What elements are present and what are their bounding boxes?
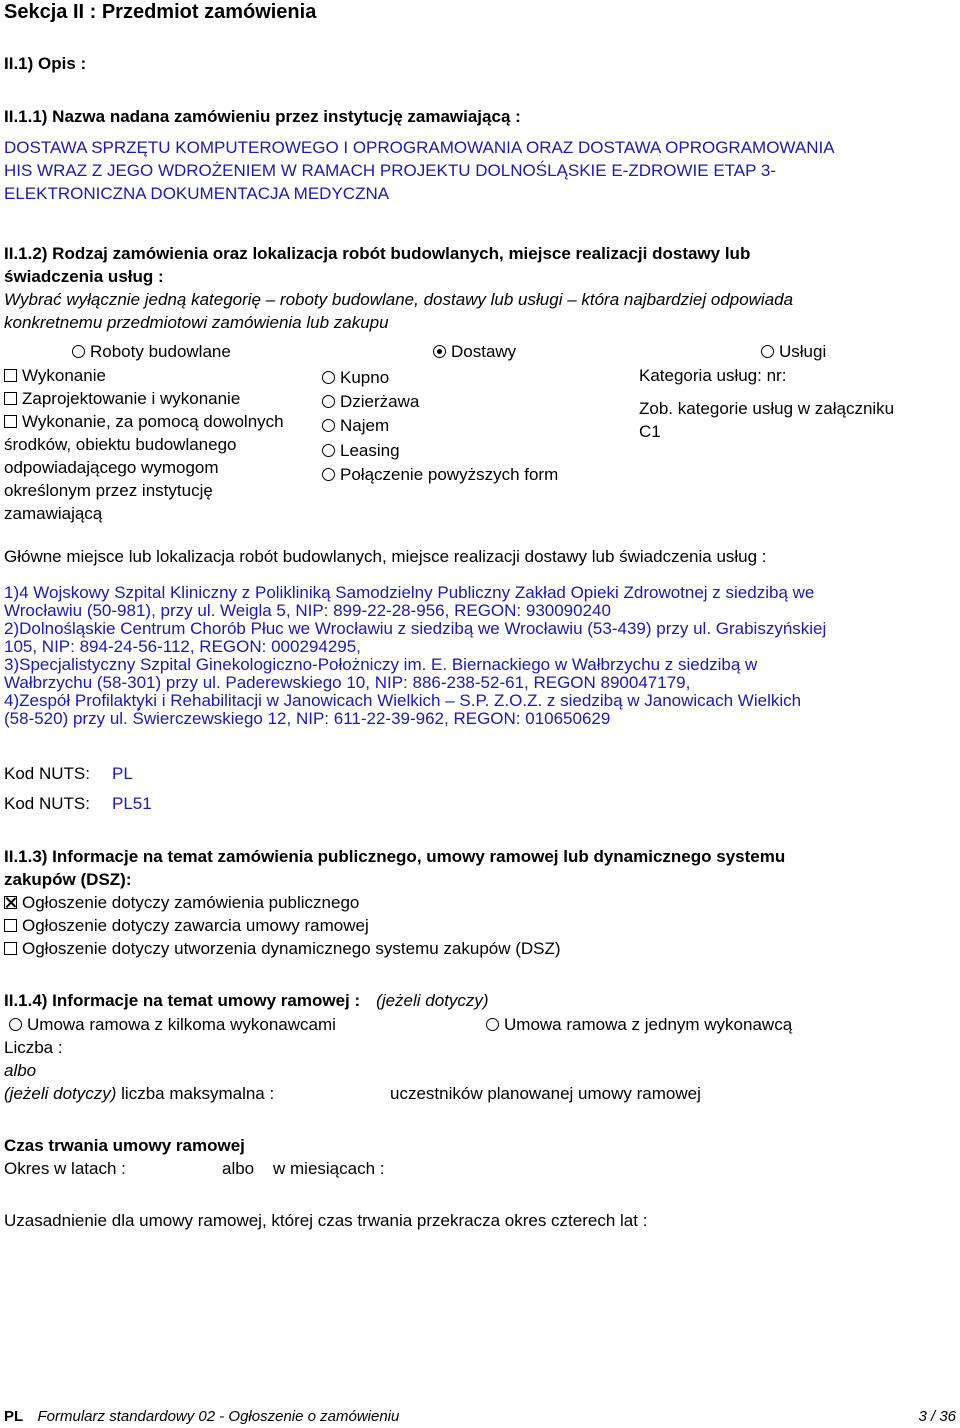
works-option-design-execution[interactable] [4,387,240,410]
supplies-option-lease[interactable] [322,390,419,413]
category-services[interactable] [761,342,826,362]
ii12-instruction-line: konkretnemu przedmiotowi zamówienia lub zakupu [4,313,389,332]
framework-albo: albo [4,1061,37,1080]
contract-name-line: HIS WRAZ Z JEGO WDROŻENIEM W RAMACH PROJEKTU DOLNOŚLĄSKIE E-ZDROWIE ETAP 3- [4,161,776,180]
category-works[interactable] [72,342,231,362]
location-line: Wrocławiu (50-981), przy ul. Weigla 5, NIP: 899-22-28-956, REGON: 930090240 [4,601,611,620]
nuts-label: Kod NUTS: [4,794,90,813]
location-line: 4)Zespół Profilaktyki i Rehabilitacji w Janowicach Wielkich – S.P. Z.O.Z. z siedzibą w Janowicach Wielkich [4,691,802,710]
supplies-option-purchase[interactable] [322,366,389,389]
works-option-line: określonym przez instytucję [4,481,213,500]
duration-years-label: Okres w latach : [4,1159,126,1178]
radio-icon [761,345,774,358]
ii12-heading-line: świadczenia usług : [4,267,164,286]
ii1-heading: II.1) Opis : [4,54,87,73]
footer-lang: PL [4,1408,24,1425]
notice-type-label: Ogłoszenie dotyczy utworzenia dynamicznego systemu zakupów (DSZ) [22,939,561,958]
checkbox-icon [4,369,17,382]
footer-form-name: Formularz standardowy 02 - Ogłoszenie o zamówieniu [37,1408,400,1425]
framework-option-label: Umowa ramowa z jednym wykonawcą [504,1015,793,1034]
framework-multi-option[interactable] [9,1013,336,1036]
supplies-option-rental[interactable] [322,414,389,437]
service-category-label: Kategoria usług: nr: [639,366,787,385]
supplies-option-combination[interactable] [322,463,558,486]
contract-name-line: ELEKTRONICZNA DOKUMENTACJA MEDYCZNA [4,184,390,203]
checkbox-icon [4,392,17,405]
category-services-label: Usługi [779,342,827,361]
ii14-heading-note: (jeżeli dotyczy) [376,991,489,1010]
service-category-note-line: Zob. kategorie usług w załączniku [639,399,895,418]
nuts-value: PL51 [112,794,152,813]
ii14-heading: II.1.4) Informacje na temat umowy ramowej : [4,991,361,1010]
notice-type-public-contract[interactable] [4,891,359,914]
framework-count-label: Liczba : [4,1038,63,1057]
location-line: 1)4 Wojskowy Szpital Kliniczny z Polikliniką Samodzielny Publiczny Zakład Opieki Zdrowotnej z siedzibą we [4,583,815,602]
location-label: Główne miejsce lub lokalizacja robót budowlanych, miejsce realizacji dostawy lub świadczenia usług : [4,547,767,566]
supplies-option-leasing[interactable] [322,439,400,462]
category-supplies[interactable] [433,342,516,362]
location-line: (58-520) przy ul. Świerczewskiego 12, NIP: 611-22-39-962, REGON: 010650629 [4,709,611,728]
radio-icon [322,395,335,408]
service-category-note-line: C1 [639,422,661,441]
framework-max-row [4,1082,274,1105]
notice-type-label: Ogłoszenie dotyczy zawarcia umowy ramowej [22,916,369,935]
framework-max-note: (jeżeli dotyczy) [4,1084,117,1103]
ii12-heading-line: II.1.2) Rodzaj zamówienia oraz lokalizacja robót budowlanych, miejsce realizacji dostawy lub [4,244,751,263]
footer [4,1408,399,1425]
notice-type-label: Ogłoszenie dotyczy zamówienia publicznego [22,893,360,912]
works-option-line: zamawiającą [4,504,103,523]
radio-icon [322,371,335,384]
category-works-label: Roboty budowlane [90,342,231,361]
duration-months-label: w miesiącach : [273,1159,385,1178]
works-option-label: Wykonanie [22,366,106,385]
location-line: 3)Specjalistyczny Szpital Ginekologiczno-Położniczy im. E. Biernackiego w Wałbrzychu z siedzibą w [4,655,758,674]
framework-max-label: liczba maksymalna : [121,1084,275,1103]
duration-albo: albo [222,1159,255,1178]
checked-checkbox-icon [4,896,17,909]
supplies-option-label: Leasing [340,441,400,460]
checkbox-icon [4,919,17,932]
location-line: Wałbrzychu (58-301) przy ul. Paderewskiego 10, NIP: 886-238-52-61, REGON 890047179, [4,673,691,692]
location-line: 2)Dolnośląskie Centrum Chorób Płuc we Wrocławiu z siedzibą we Wrocławiu (53-439) przy ul. Grabiszyńskiej [4,619,827,638]
radio-icon [322,419,335,432]
ii11-heading: II.1.1) Nazwa nadana zamówieniu przez instytucję zamawiającą : [4,107,521,126]
ii14-heading-row [4,989,489,1012]
checkbox-icon [4,942,17,955]
notice-type-framework[interactable] [4,914,369,937]
radio-icon [486,1018,499,1031]
ii13-heading-line: zakupów (DSZ): [4,870,132,889]
framework-option-label: Umowa ramowa z kilkoma wykonawcami [27,1015,336,1034]
framework-participants-label: uczestników planowanej umowy ramowej [390,1084,701,1103]
framework-single-option[interactable] [486,1013,792,1036]
nuts-label: Kod NUTS: [4,764,90,783]
works-option-line [4,410,284,433]
works-option-execution[interactable] [4,364,106,387]
supplies-option-label: Połączenie powyższych form [340,465,559,484]
location-line: 105, NIP: 894-24-56-112, REGON: 000294295, [4,637,361,656]
works-option-label: Zaprojektowanie i wykonanie [22,389,241,408]
supplies-option-label: Najem [340,416,390,435]
notice-type-dps[interactable] [4,937,561,960]
section-title: Sekcja II : Przedmiot zamówienia [4,1,317,23]
ii13-heading-line: II.1.3) Informacje na temat zamówienia publicznego, umowy ramowej lub dynamicznego systemu [4,847,786,866]
radio-icon [9,1018,22,1031]
duration-heading: Czas trwania umowy ramowej [4,1136,245,1155]
radio-icon [322,468,335,481]
ii12-instruction-line: Wybrać wyłącznie jedną kategorię – roboty budowlane, dostawy lub usługi – która najbardziej odpowiada [4,290,794,309]
radio-selected-icon [433,345,446,358]
works-option-line: odpowiadającego wymogom [4,458,219,477]
category-supplies-label: Dostawy [451,342,517,361]
works-option-line: środków, obiektu budowlanego [4,435,237,454]
supplies-option-label: Kupno [340,368,390,387]
radio-icon [322,444,335,457]
footer-page-number: 3 / 36 [918,1408,956,1425]
contract-name-line: DOSTAWA SPRZĘTU KOMPUTEROWEGO I OPROGRAMOWANIA ORAZ DOSTAWA OPROGRAMOWANIA [4,138,835,157]
radio-icon [72,345,85,358]
checkbox-icon [4,415,17,428]
supplies-option-label: Dzierżawa [340,392,420,411]
nuts-value: PL [112,764,133,783]
duration-justification-label: Uzasadnienie dla umowy ramowej, której czas trwania przekracza okres czterech lat : [4,1211,648,1230]
works-option-label: Wykonanie, za pomocą dowolnych [22,412,284,431]
